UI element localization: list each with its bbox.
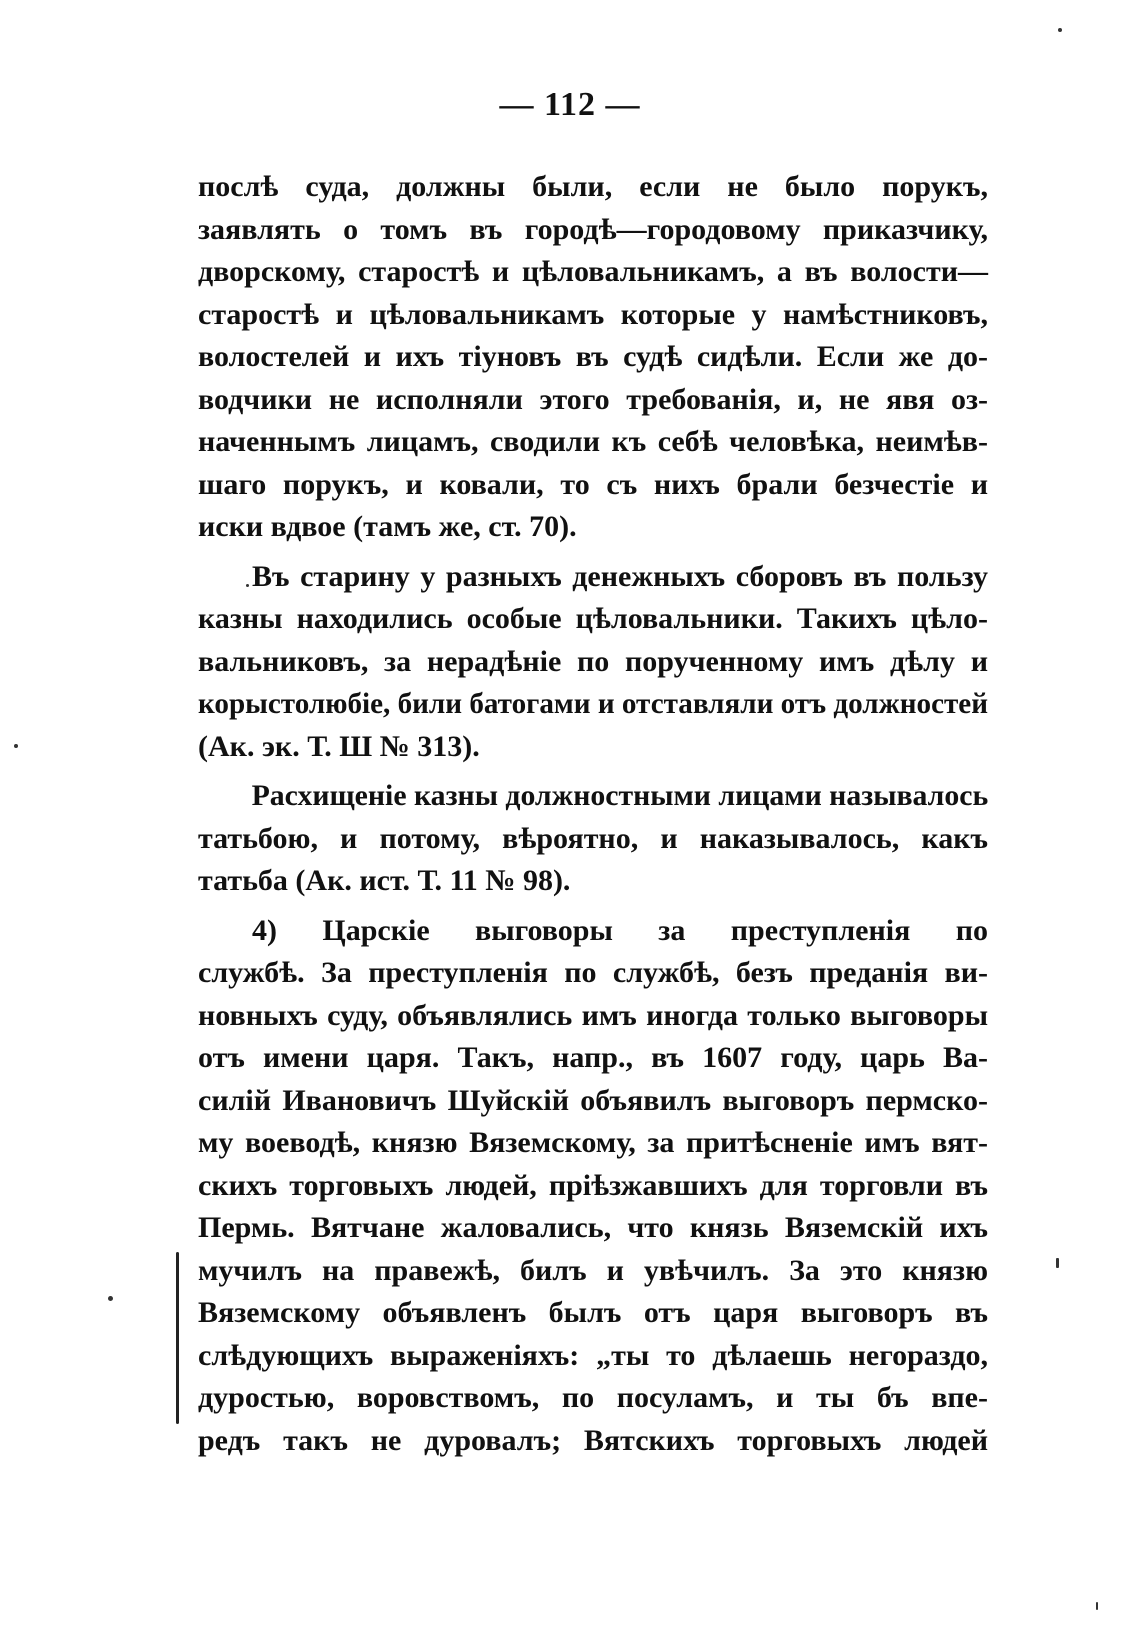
text-line: волостелей и ихъ тіуновъ въ судѣ сидѣли. Если же до-: [198, 340, 988, 373]
body-text: [198, 166, 988, 1462]
scan-speck: [1056, 1258, 1059, 1268]
text-line: шаго порукъ, и ковали, то съ нихъ брали безчестіе и: [198, 467, 988, 501]
text-line: заявлять о томъ въ городѣ—городовому приказчику,: [198, 212, 988, 246]
text-line: Пермь. Вятчане жаловались, что князь Вяземскій ихъ: [198, 1211, 988, 1244]
paragraph: [198, 556, 988, 769]
text-line: силій Ивановичъ Шуйскій объявилъ выговоръ пермско-: [198, 1083, 988, 1117]
text-line: иски вдвое (тамъ же, ст. 70).: [198, 510, 577, 543]
text-line: наченнымъ лицамъ, сводили къ себѣ человѣка, неимѣв-: [198, 425, 988, 458]
text-line: редъ такъ не дуровалъ; Вятскихъ торговыхъ людей: [198, 1423, 988, 1457]
text-line: корыстолюбіе, били батогами и отставляли отъ должностей: [198, 687, 988, 720]
scan-speck: [14, 744, 18, 748]
scan-speck: [246, 584, 249, 587]
section-heading-line: 4) Царскіе выговоры за преступленія по: [252, 913, 988, 947]
text-line: татьбою, и потому, вѣроятно, и наказывалось, какъ: [198, 821, 988, 855]
text-line: отъ имени царя. Такъ, напр., въ 1607 году, царь Ва-: [198, 1041, 988, 1074]
text-line: татьба (Ак. ист. Т. 11 № 98).: [198, 864, 571, 897]
text-line: (Ак. эк. Т. Ш № 313).: [198, 729, 480, 763]
text-line: вальниковъ, за нерадѣніе по порученному имъ дѣлу и: [198, 644, 988, 678]
text-line: казны находились особые цѣловальники. Такихъ цѣло-: [198, 602, 988, 635]
text-line: водчики не исполняли этого требованія, и, не явя оз-: [198, 382, 988, 416]
page-number: — 112 —: [499, 86, 641, 123]
scan-speck: [1058, 28, 1062, 32]
text-line: Расхищеніе казны должностными лицами называлось: [251, 779, 989, 812]
text-line: му воеводѣ, князю Вяземскому, за притѣсненіе имъ вят-: [198, 1126, 988, 1159]
scan-speck: [108, 1296, 113, 1301]
text-line: дворскому, старостѣ и цѣловальникамъ, а въ волости—: [198, 255, 988, 288]
margin-pencil-mark: [176, 1252, 179, 1424]
paragraph: [198, 775, 988, 903]
text-line: Въ старину у разныхъ денежныхъ сборовъ въ пользу: [252, 559, 988, 593]
paragraph: [198, 910, 988, 1463]
text-line: мучилъ на правежѣ, билъ и увѣчилъ. За это князю: [198, 1253, 988, 1287]
text-line: службѣ. За преступленія по службѣ, безъ преданія ви-: [198, 956, 988, 989]
text-line: слѣдующихъ выраженіяхъ: „ты то дѣлаешь негораздо,: [198, 1338, 988, 1372]
text-line: новныхъ суду, объявлялись имъ иногда только выговоры: [198, 998, 988, 1032]
paragraph: [198, 166, 988, 549]
scan-speck: [1096, 1602, 1098, 1610]
text-line: Вяземскому объявленъ былъ отъ царя выговоръ въ: [198, 1296, 988, 1329]
text-line: дуростью, воровствомъ, по посуламъ, и ты бъ впе-: [198, 1381, 988, 1414]
text-line: старостѣ и цѣловальникамъ которые у намѣстниковъ,: [198, 297, 988, 331]
text-line: скихъ торговыхъ людей, пріѣзжавшихъ для торговли въ: [198, 1168, 988, 1202]
text-line: послѣ суда, должны были, если не было порукъ,: [198, 170, 988, 203]
